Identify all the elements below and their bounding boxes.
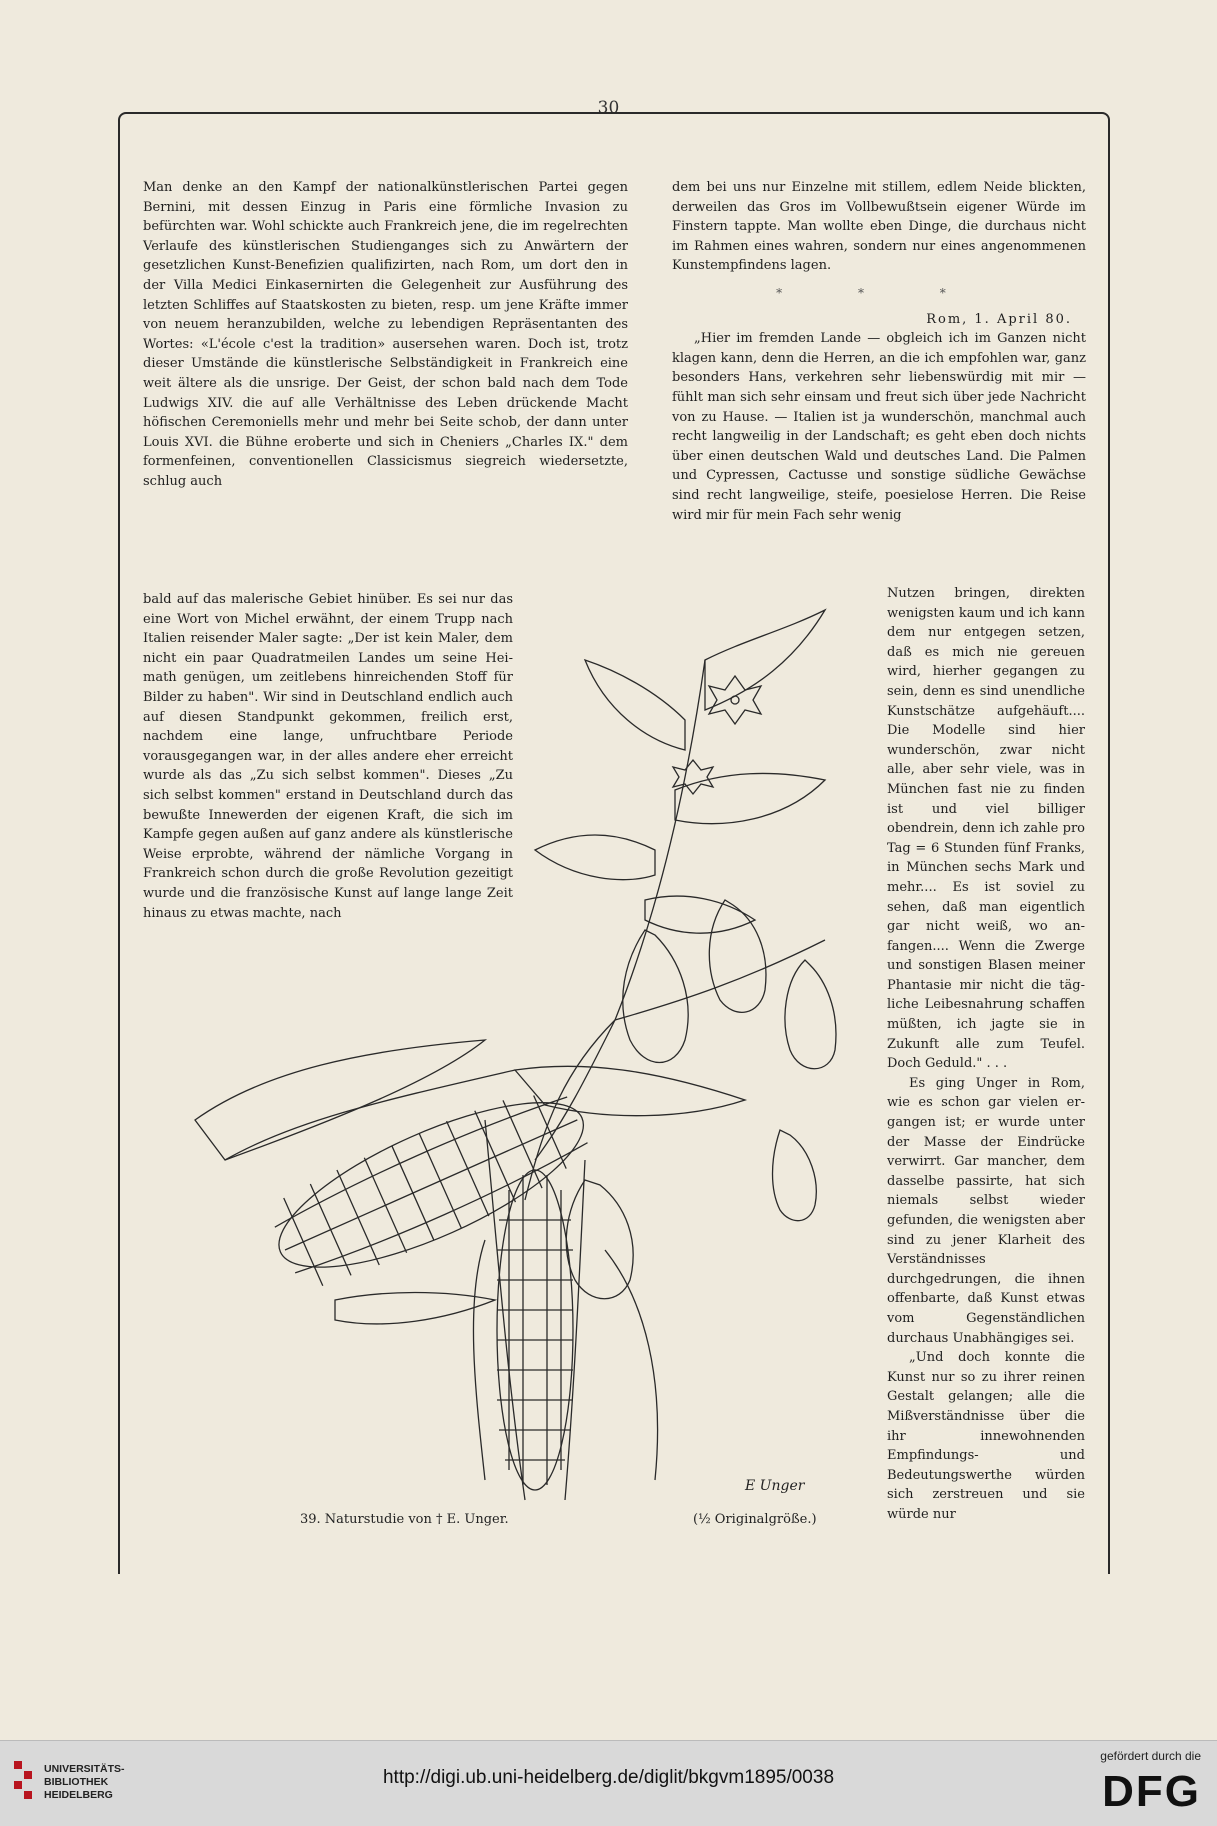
right-column-upper — [672, 178, 1086, 525]
dateline: Rom, 1. April 80. — [926, 311, 1072, 327]
section-divider: * * * — [776, 285, 982, 300]
source-url[interactable]: http://digi.ub.uni-heidelberg.de/diglit/bkgvm1895/0038 — [382, 1767, 835, 1788]
left-column-upper — [143, 178, 628, 492]
right-narrow-paragraph-2: Es ging Unger in Rom, wie es schon gar vielen ergangen ist; er wurde unter der Masse der Eindrücke verwirrt. Gar mancher, dem dasselbe passirte, hat sich niemals selbst wieder gefunden, die wenigsten aber sind zu jener Klarheit des Verständnisses durchgedrungen, die ihnen offenbarte, daß Kunst etwas vom Gegenständlichen durchaus Unabhängiges sei. — [887, 1075, 1085, 1346]
left-paragraph-cont: bald auf das malerische Gebiet hinüber. Es sei nur das eine Wort von Michel erwähnt, der einem Trupp nach Italien reisender Maler sagte: „Der ist kein Maler, dem nicht ein paar Quadratmeilen Landes um seine Heimath genügen, um zeitlebens hinreichenden Stoff für Bilder zu haben". Wir sind in Deutschland endlich auch auf diesen Standpunkt gekommen, freilich erst, nachdem eine lange, unfruchtbare Periode vorausgegangen war, in der alles andere eher erreicht wurde als das „Zu sich selbst kommen". Dieses „Zu sich selbst kommen" erstand in Deutschland durch das bewußte Innewerden der eigenen Kraft, die sich im Kampfe gegen außen auf ganz andere als künstlerische Weise erprobte, während der nämliche Vorgang in Frankreich schon durch die große Revolution gezeitigt wurde und die französische Kunst auf lange lange Zeit hinaus zu etwas machte, nach — [143, 592, 513, 921]
corn-and-pepper-illustration — [185, 600, 865, 1510]
right-narrow-paragraph-3: „Und doch konnte die Kunst nur so zu ihrer reinen Gestalt gelangen; alle die Mißverständnisse über die ihr innewohnenden Empfindungs- und Bedeutungswerthe würden sich zerstreuen und sie würde nur — [887, 1350, 1085, 1522]
right-narrow-paragraph-1: Nutzen bringen, direkten wenigsten kaum und ich kann dem nur entgegen setzen, daß es mich nie gereuen wird, hierher gegangen zu sein, denn es sind unendliche Kunstschätze aufgehäuft.... Die Modelle sind hier wunderschön, zwar nicht alle, aber sehr viele, was in München fast nie zu finden ist und viel billiger obendrein, denn ich zahle pro Tag = 6 Stunden fünf Franks, in München sechs Mark und mehr.... Es ist soviel zu sehen, daß man eigentlich gar nicht weiß, wo anfangen.... Wenn die Zwerge und sonstigen Blasen meiner Phantasie mir nicht die tägliche Leibesnahrung schaffen müßten, ich jagte sie in Zukunft alle zum Teufel. Doch Geduld." . . . — [887, 586, 1085, 1072]
letter-paragraph: „Hier im fremden Lande — obgleich ich im Ganzen nicht klagen kann, denn die Herren, an die ich empfohlen war, ganz besonders Hans, verkehren sehr liebenswürdig mit mir — fühlt man sich sehr einsam und freut sich über jede Nachricht von zu Hause. — Italien ist ja wunderschön, manchmal auch recht langweilig in der Landschaft; es geht eben doch nichts über einen deutschen Wald und deutsches Land. Die Palmen und Cypressen, Cactusse und sonstige südliche Gewächse sind recht langweilige, steife, poesielose Herren. Die Reise wird mir für mein Fach sehr wenig — [672, 331, 1086, 523]
footer-bar — [0, 1740, 1217, 1826]
dfg-logo: DFG — [1102, 1767, 1201, 1816]
left-paragraph: Man denke an den Kampf der nationalkünstlerischen Partei gegen Bernini, mit dessen Einzug in Paris eine förmliche Invasion zu befürchten war. Wohl schickte auch Frankreich jene, die im regelrechten Verlaufe des künstlerischen Studienganges sich zu Anwärtern der gesetzlichen Kunst-Benefizien qualifizirten, nach Rom, um dort den in der Villa Medici Einkasernirten die Gelegenheit zur Ausführung des letzten Schliffes auf Staatskosten zu bieten, resp. um jene Kräfte immer von neuem heranzubilden, welche zu lebendigen Repräsentanten des Wortes: «L'école c'est la tradition» ausersehen waren. Doch ist, trotz dieser Umstände die künstlerische Selbständigkeit in Frankreich eine weit ältere als die unsrige. Der Geist, der schon bald nach dem Tode Ludwigs XIV. die auf alle Verhältnisse des Leben drückende Macht höfischen Ceremoniells mehr und mehr bei Seite schob, der dann unter Louis XVI. die Bühne eroberte und sich in Cheniers „Charles IX." dem formenfeinen, conventionellen Classicismus siegreich wiedersetzte, schlug auch — [143, 180, 628, 489]
library-name: UNIVERSITÄTS- BIBLIOTHEK HEIDELBERG — [44, 1763, 125, 1801]
right-paragraph-top: dem bei uns nur Einzelne mit stillem, edlem Neide blickten, derweilen das Gros im Vollbewußtsein eigener Würde im Finstern tappte. Man wollte eben Dinge, die durchaus nicht im Rahmen eines wahren, sondern nur eines angenommenen Kunstempfindens lagen. — [672, 180, 1086, 274]
figure-scale-note: (½ Originalgröße.) — [693, 1512, 817, 1527]
sponsor-label: gefördert durch die — [1100, 1749, 1201, 1763]
right-column-narrow — [887, 584, 1085, 1525]
figure-caption: 39. Naturstudie von † E. Unger. — [300, 1512, 509, 1527]
page-number: 30 — [597, 98, 620, 118]
artist-signature: E Unger — [745, 1478, 805, 1494]
